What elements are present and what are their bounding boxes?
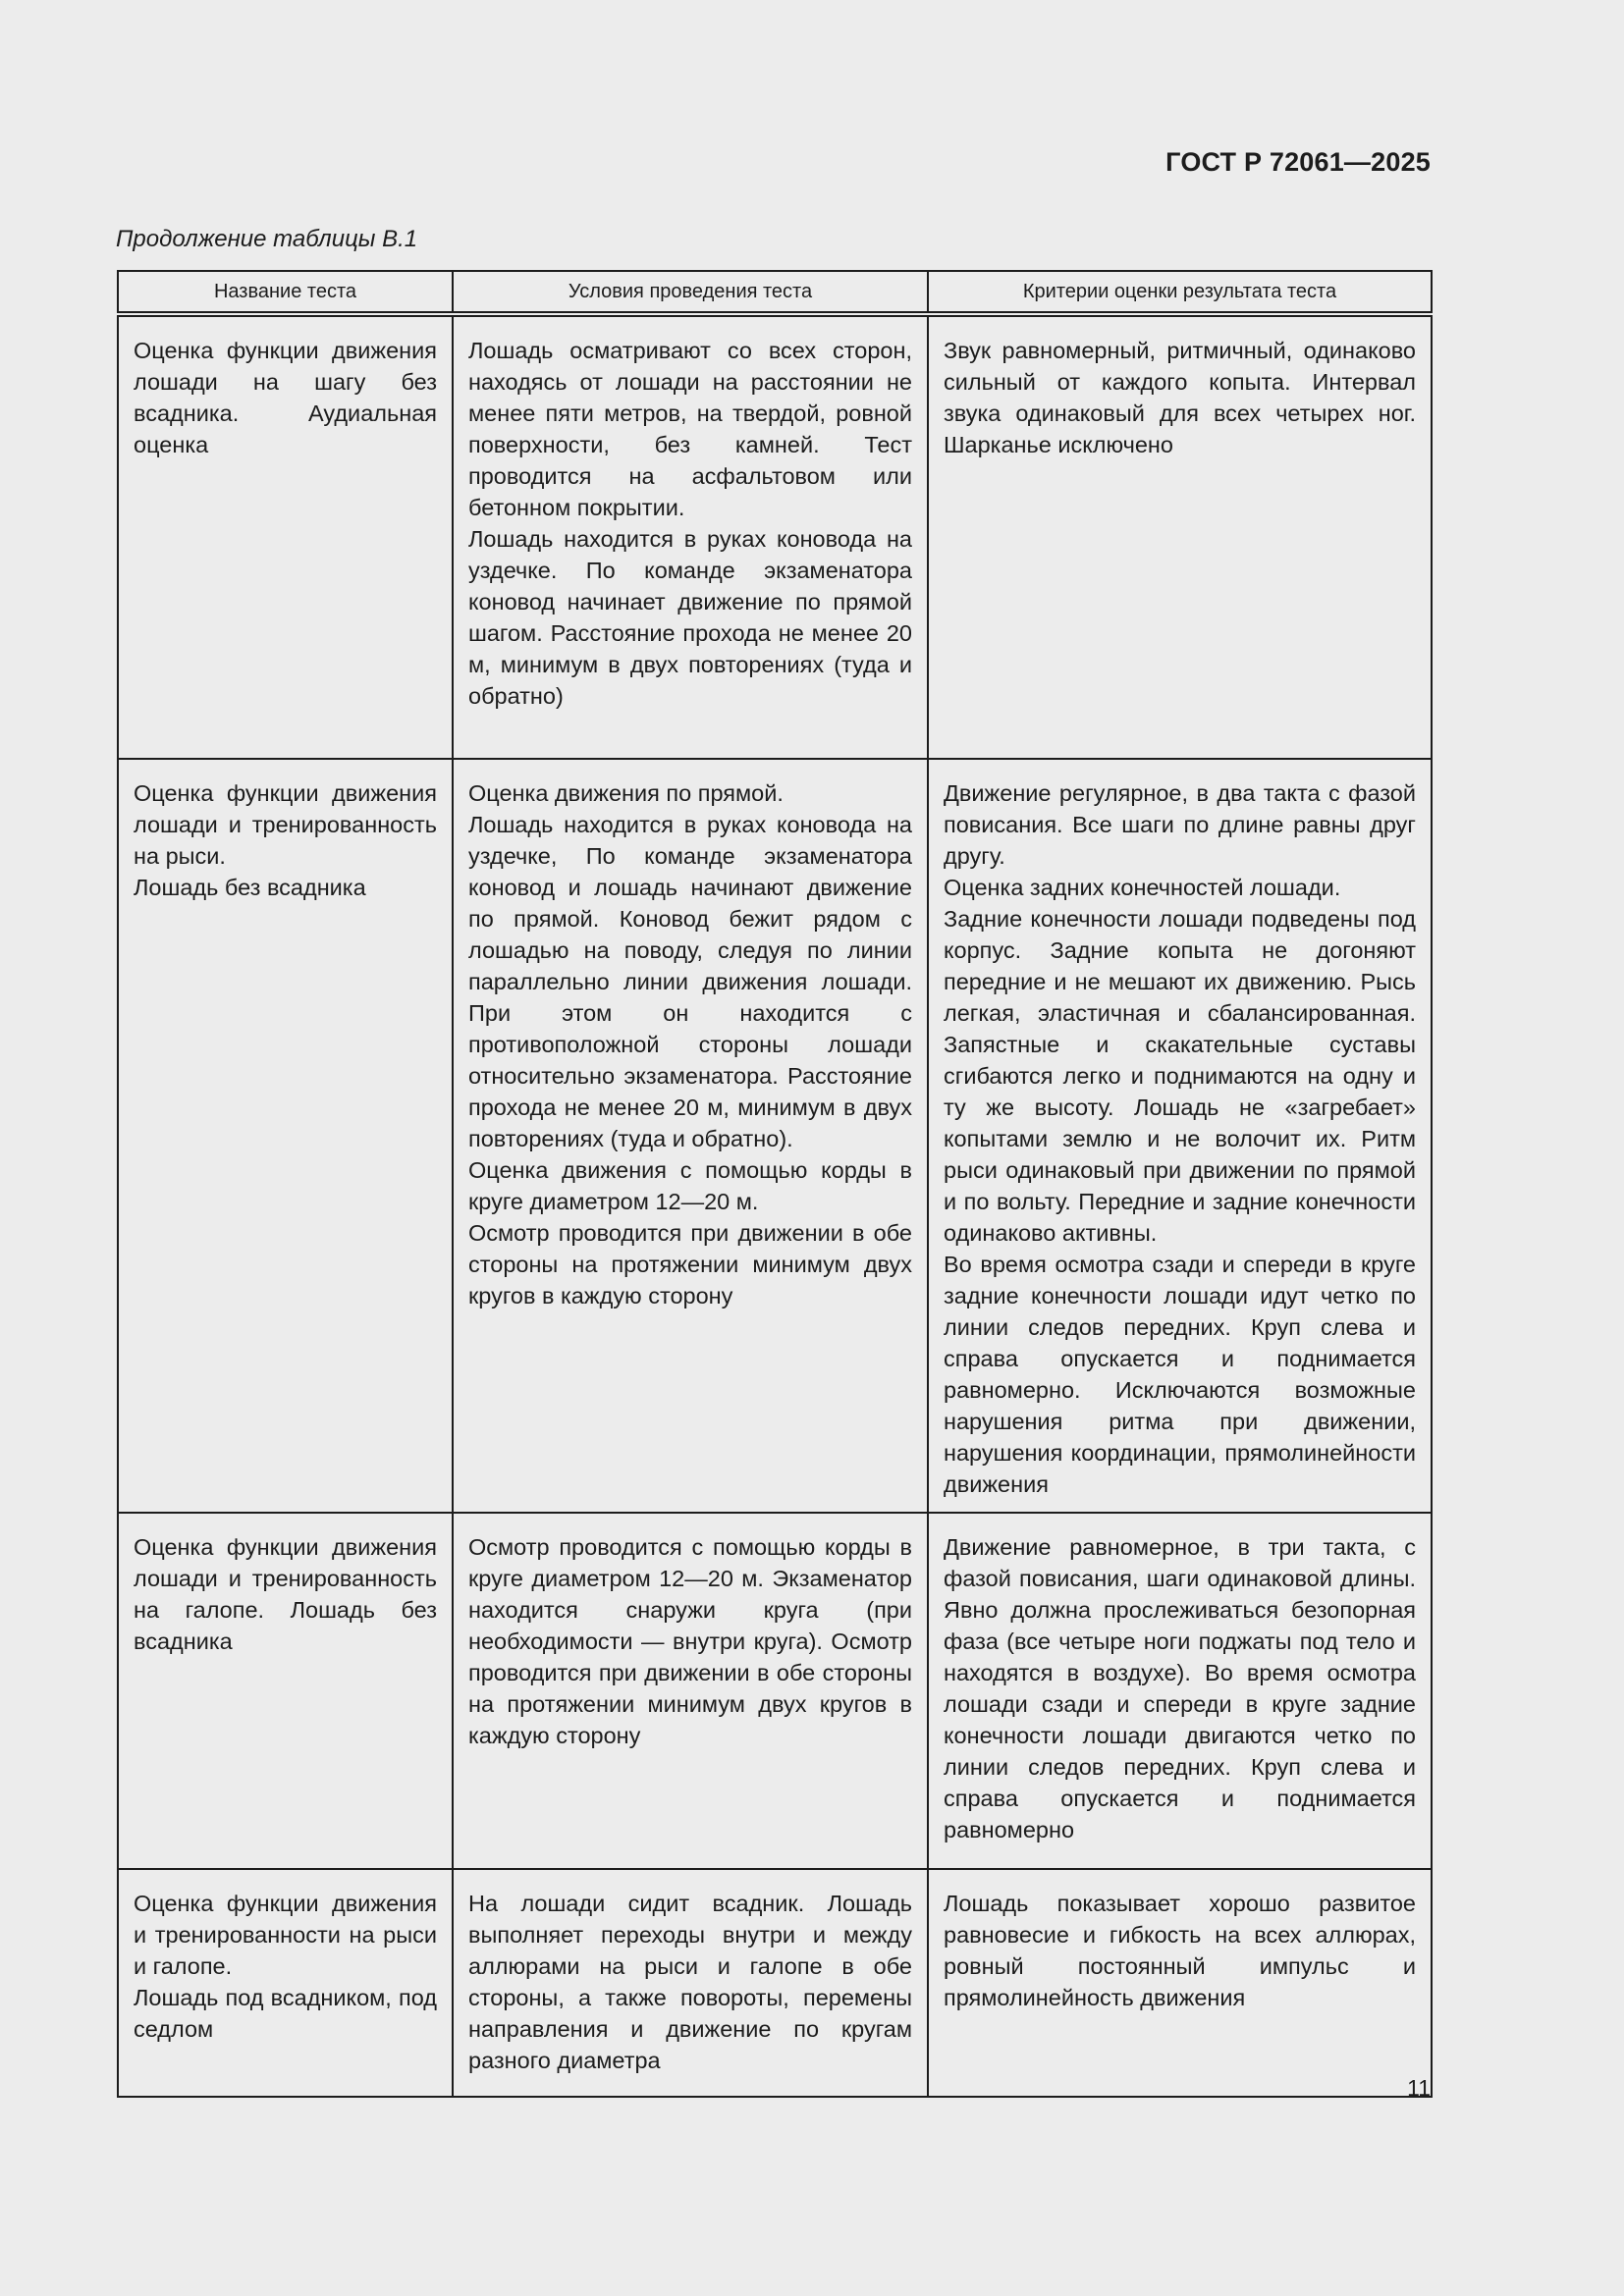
cell-paragraph: Движение регулярное, в два такта с фазой повисания. Все шаги по длине равны друг другу. <box>944 780 1416 869</box>
evaluation-criteria-cell <box>928 1513 1432 1869</box>
test-table <box>117 270 1433 2098</box>
evaluation-criteria-cell <box>928 759 1432 1513</box>
cell-paragraph: Осмотр проводится с помощью корды в круге диаметром 12—20 м. Экзаменатор находится снаружи круга (при необходимости — внутри круга). Осмотр проводится при движении в обе стороны на протяжении минимум двух кругов в каждую сторону <box>468 1534 912 1748</box>
test-name-cell <box>118 1513 453 1869</box>
cell-paragraph: Оценка функции движения лошади и тренированность на галопе. Лошадь без всадника <box>134 1534 437 1654</box>
test-name-cell <box>118 314 453 759</box>
cell-paragraph: Лошадь под всадником, под седлом <box>134 1985 437 2042</box>
cell-paragraph: Осмотр проводится при движении в обе стороны на протяжении минимум двух кругов в каждую сторону <box>468 1220 912 1308</box>
cell-paragraph: Лошадь находится в руках коновода на уздечке. По команде экзаменатора коновод начинает движение по прямой шагом. Расстояние прохода не менее 20 м, минимум в двух повторениях (туда и обратно) <box>468 526 912 709</box>
table-caption: Продолжение таблицы В.1 <box>116 226 418 252</box>
cell-paragraph: Оценка функции движения и тренированности на рыси и галопе. <box>134 1891 437 1979</box>
cell-paragraph: На лошади сидит всадник. Лошадь выполняет переходы внутри и между аллюрами на рыси и галопе в обе стороны, а также повороты, перемены направления и движение по кругам разного диаметра <box>468 1891 912 2073</box>
cell-paragraph: Звук равномерный, ритмичный, одинаково сильный от каждого копыта. Интервал звука одинаковый для всех четырех ног. Шарканье исключено <box>944 338 1416 457</box>
cell-paragraph: Оценка движения по прямой. <box>468 780 784 806</box>
evaluation-criteria-cell <box>928 314 1432 759</box>
test-conditions-cell <box>453 759 928 1513</box>
test-conditions-cell <box>453 1513 928 1869</box>
cell-paragraph: Оценка функции движения лошади на шагу без всадника. Аудиальная оценка <box>134 338 437 457</box>
cell-paragraph: Движение равномерное, в три такта, с фазой повисания, шаги одинаковой длины. Явно должна прослеживаться безопорная фаза (все четыре ноги поджаты под тело и находятся в воздухе). Во время осмотра лошади сзади и спереди в круге задние конечности лошади двигаются четко по линии следов передних. Круп слева и справа опускается и поднимается равномерно <box>944 1534 1416 1842</box>
document-code: ГОСТ Р 72061—2025 <box>1165 147 1431 177</box>
table-header-row <box>118 271 1432 314</box>
test-conditions-cell <box>453 314 928 759</box>
test-name-cell <box>118 1869 453 2097</box>
cell-paragraph: Оценка функции движения лошади и тренированность на рыси. <box>134 780 437 869</box>
test-name-cell <box>118 759 453 1513</box>
table-row <box>118 314 1432 759</box>
cell-paragraph: Оценка задних конечностей лошади. <box>944 875 1341 900</box>
cell-paragraph: Оценка движения с помощью корды в круге диаметром 12—20 м. <box>468 1157 912 1214</box>
cell-paragraph: Лошадь без всадника <box>134 875 366 900</box>
column-header-evaluation-criteria: Критерии оценки результата теста <box>928 271 1432 314</box>
cell-paragraph: Лошадь осматривают со всех сторон, находясь от лошади на расстоянии не менее пяти метров, на твердой, ровной поверхности, без камней. Тест проводится на асфальтовом или бетонном покрытии. <box>468 338 912 520</box>
evaluation-criteria-cell <box>928 1869 1432 2097</box>
cell-paragraph: Лошадь находится в руках коновода на уздечке, По команде экзаменатора коновод и лошадь начинают движение по прямой. Коновод бежит рядом с лошадью на поводу, следуя по линии параллельно линии движения лошади. При этом он находится с противоположной стороны лошади относительно экзаменатора. Расстояние прохода не менее 20 м, минимум в двух повторениях (туда и обратно). <box>468 812 912 1151</box>
page-number: 11 <box>1407 2075 1431 2101</box>
column-header-test-conditions: Условия проведения теста <box>453 271 928 314</box>
cell-paragraph: Лошадь показывает хорошо развитое равновесие и гибкость на всех аллюрах, ровный постоянный импульс и прямолинейность движения <box>944 1891 1416 2010</box>
table-row <box>118 1869 1432 2097</box>
test-conditions-cell <box>453 1869 928 2097</box>
cell-paragraph: Задние конечности лошади подведены под корпус. Задние копыта не догоняют передние и не мешают их движению. Рысь легкая, эластичная и сбалансированная. Запястные и скакательные суставы сгибаются легко и поднимаются на одну и ту же высоту. Лошадь не «загребает» копытами землю и не волочит их. Ритм рыси одинаковый при движении по прямой и по вольту. Передние и задние конечности одинаково активны. <box>944 906 1416 1246</box>
column-header-test-name: Название теста <box>118 271 453 314</box>
table-row <box>118 759 1432 1513</box>
table-row <box>118 1513 1432 1869</box>
cell-paragraph: Во время осмотра сзади и спереди в круге задние конечности лошади идут четко по линии следов передних. Круп слева и справа опускается и поднимается равномерно. Исключаются возможные нарушения ритма при движении, нарушения координации, прямолинейности движения <box>944 1252 1416 1497</box>
